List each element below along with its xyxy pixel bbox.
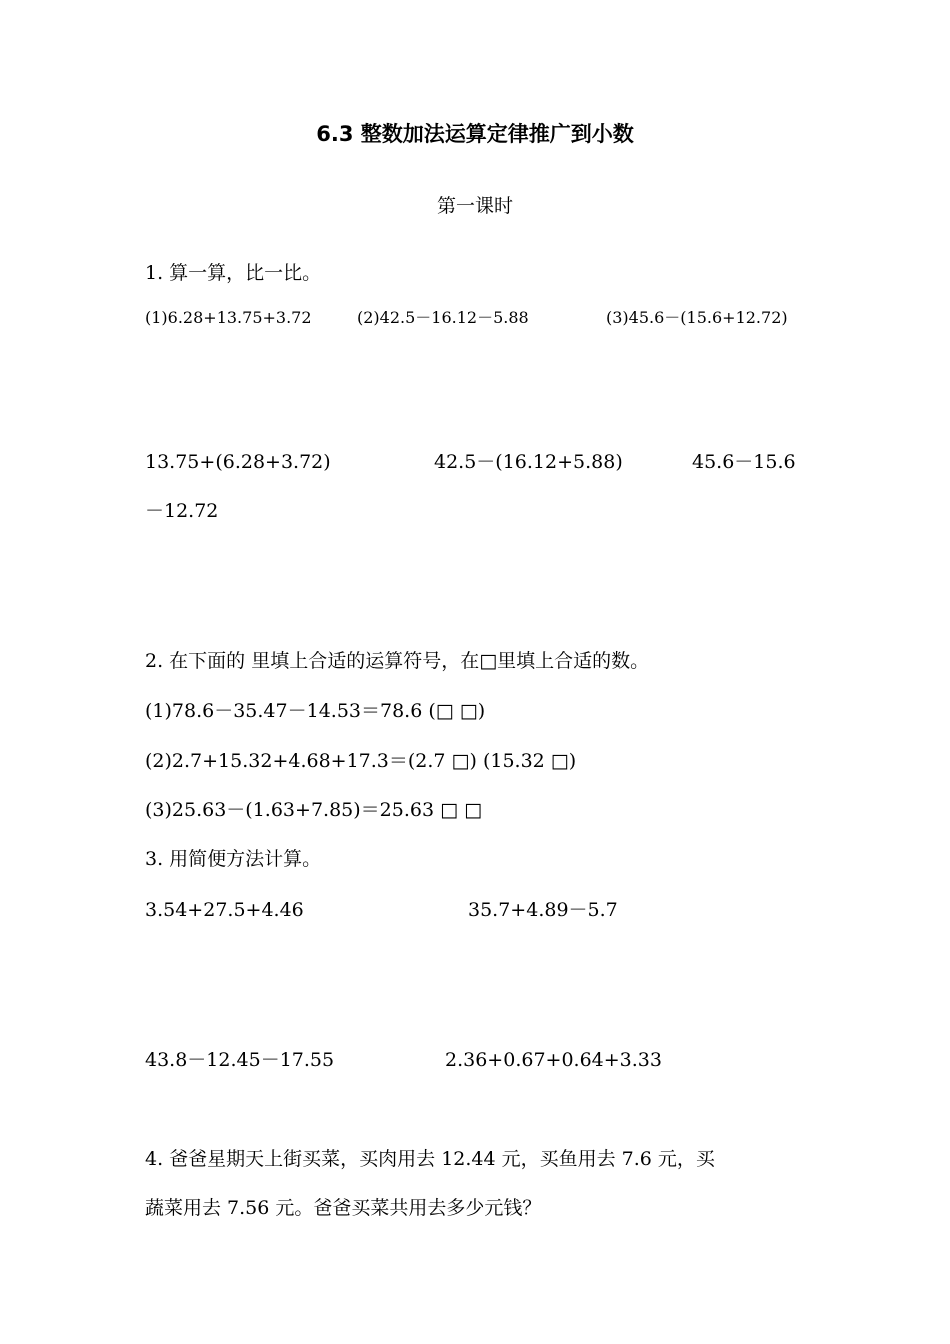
q1-compare-1: 13.75+(6.28+3.72) xyxy=(145,451,331,473)
q1-expression-1: (1)6.28+13.75+3.72 xyxy=(145,308,312,327)
q3-expression-2: 35.7+4.89－5.7 xyxy=(468,899,618,921)
question-4-line-1: 4. 爸爸星期天上街买菜，买肉用去 12.44 元，买鱼用去 7.6 元，买 xyxy=(145,1148,715,1170)
q2-item-1: (1)78.6－35.47－14.53＝78.6 (□ □) xyxy=(145,700,486,722)
q3-expression-1: 3.54+27.5+4.46 xyxy=(145,899,304,921)
q1-compare-3-continued: －12.72 xyxy=(145,500,219,522)
question-3-label: 3. 用简便方法计算。 xyxy=(145,848,322,870)
q2-item-3: (3)25.63－(1.63+7.85)＝25.63 □ □ xyxy=(145,799,483,821)
q1-compare-2: 42.5－(16.12+5.88) xyxy=(434,451,623,473)
q3-expression-3: 43.8－12.45－17.55 xyxy=(145,1049,335,1071)
q1-expression-2: (2)42.5－16.12－5.88 xyxy=(357,308,529,327)
question-1-label: 1. 算一算，比一比。 xyxy=(145,262,322,284)
page-title: 6.3 整数加法运算定律推广到小数 xyxy=(316,122,634,146)
q1-compare-3: 45.6－15.6 xyxy=(692,451,796,473)
question-2-label: 2. 在下面的 里填上合适的运算符号，在□里填上合适的数。 xyxy=(145,650,650,672)
q3-expression-4: 2.36+0.67+0.64+3.33 xyxy=(445,1049,662,1071)
q2-item-2: (2)2.7+15.32+4.68+17.3＝(2.7 □) (15.32 □) xyxy=(145,750,577,772)
q1-expression-3: (3)45.6－(15.6+12.72) xyxy=(606,308,788,327)
page-subtitle: 第一课时 xyxy=(436,195,513,217)
question-4-line-2: 蔬菜用去 7.56 元。爸爸买菜共用去多少元钱？ xyxy=(145,1197,542,1219)
